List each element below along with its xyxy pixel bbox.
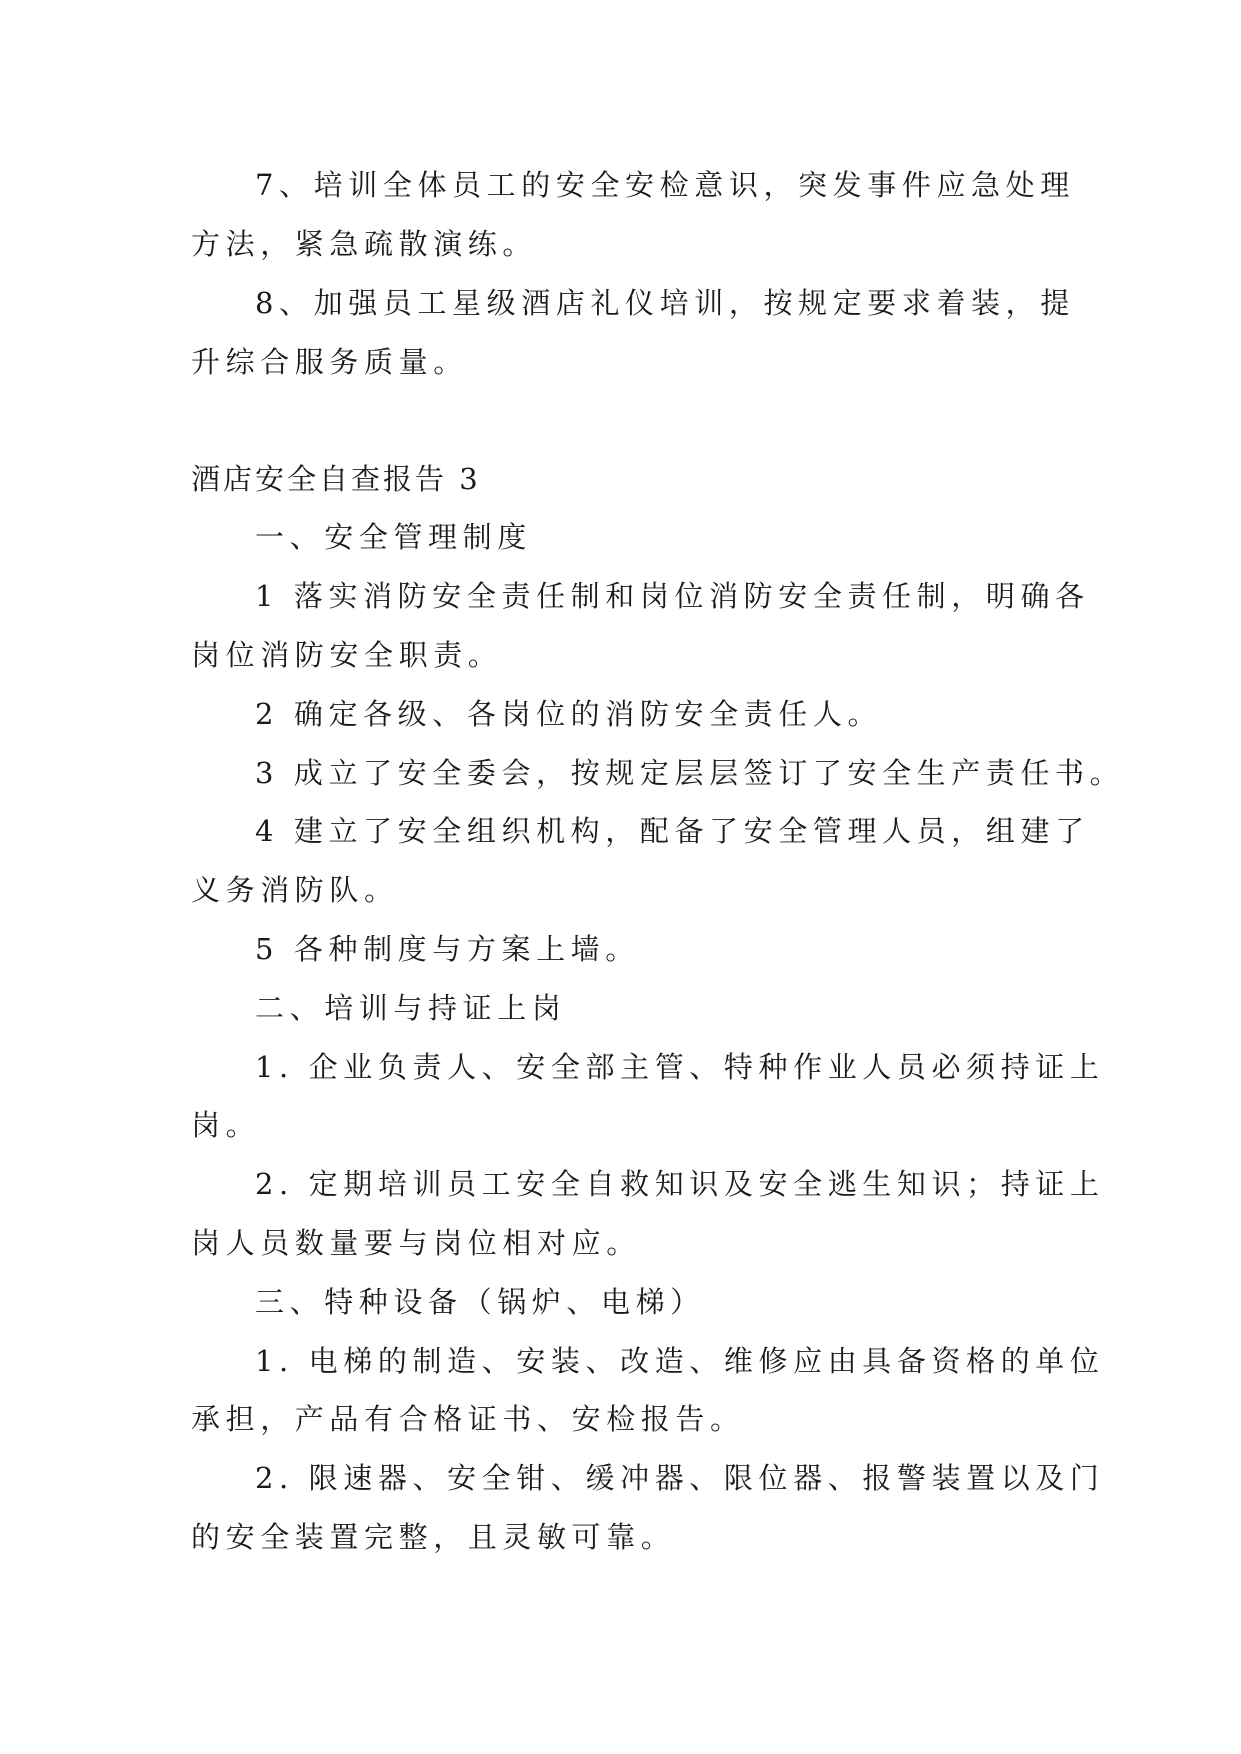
paragraph-line: 7、培训全体员工的安全安检意识，突发事件应急处理 — [255, 168, 1075, 202]
paragraph-line: 方法，紧急疏散演练。 — [191, 227, 538, 261]
paragraph-line: 1. 电梯的制造、安装、改造、维修应由具备资格的单位 — [255, 1344, 1105, 1378]
paragraph-line: 承担，产品有合格证书、安检报告。 — [191, 1402, 745, 1436]
paragraph-line: 岗位消防安全职责。 — [191, 638, 503, 672]
paragraph-line: 1 落实消防安全责任制和岗位消防安全责任制，明确各 — [255, 579, 1090, 613]
paragraph-line: 的安全装置完整，且灵敏可靠。 — [191, 1520, 676, 1554]
paragraph-line: 1. 企业负责人、安全部主管、特种作业人员必须持证上 — [255, 1050, 1105, 1084]
paragraph-line: 4 建立了安全组织机构，配备了安全管理人员，组建了 — [255, 814, 1090, 848]
paragraph-line: 3 成立了安全委会，按规定层层签订了安全生产责任书。 — [255, 756, 1125, 790]
paragraph-line: 升综合服务质量。 — [191, 345, 468, 379]
paragraph-line: 2. 限速器、安全钳、缓冲器、限位器、报警装置以及门 — [255, 1461, 1105, 1495]
section-title: 酒店安全自查报告 3 — [191, 462, 481, 496]
paragraph-line: 5 各种制度与方案上墙。 — [255, 932, 640, 966]
section-heading: 二、培训与持证上岗 — [255, 991, 567, 1025]
paragraph-line: 8、加强员工星级酒店礼仪培训，按规定要求着装，提 — [255, 286, 1075, 320]
paragraph-line: 义务消防队。 — [191, 873, 399, 907]
paragraph-line: 岗。 — [191, 1108, 261, 1142]
paragraph-line: 2 确定各级、各岗位的消防安全责任人。 — [255, 697, 883, 731]
paragraph-line: 岗人员数量要与岗位相对应。 — [191, 1226, 641, 1260]
paragraph-line: 2. 定期培训员工安全自救知识及安全逃生知识；持证上 — [255, 1167, 1105, 1201]
section-heading: 一、安全管理制度 — [255, 520, 532, 554]
section-heading: 三、特种设备（锅炉、电梯） — [255, 1285, 705, 1319]
